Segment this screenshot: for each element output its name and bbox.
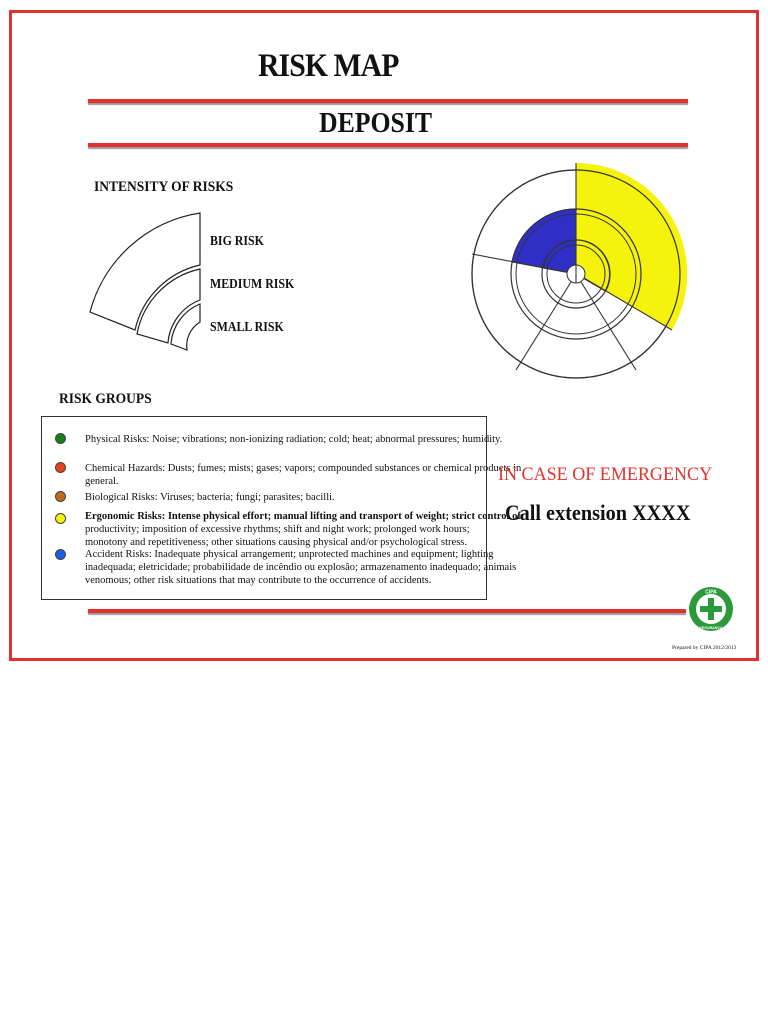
- blue-dot-icon: [55, 549, 66, 560]
- brown-dot-icon: [55, 491, 66, 502]
- yellow-dot-icon: [55, 513, 66, 524]
- red-dot-icon: [55, 462, 66, 473]
- prepared-by: Prepared by CIPA 2012/2013: [672, 645, 737, 651]
- legend-item-chemical: Chemical Hazards: Dusts; fumes; mists; gases; vapors; compounded substances or chemical products in: [85, 463, 522, 474]
- intensity-heading: INTENSITY OF RISKS: [94, 179, 234, 195]
- legend-item-ergonomic-cont2: monotony and repetitiveness; other situations causing physical and/or psychological stress.: [85, 537, 468, 548]
- legend-item-accident: Accident Risks: Inadequate physical arrangement; unprotected machines and equipment; lighting: [85, 549, 494, 560]
- legend-item-biological: Biological Risks: Viruses; bacteria; fungi; parasites; bacilli.: [85, 492, 335, 503]
- risk-map-wheel: [473, 163, 683, 393]
- divider-middle: [88, 143, 688, 147]
- page-subtitle: DEPOSIT: [319, 108, 433, 139]
- emergency-heading: IN CASE OF EMERGENCY: [498, 464, 713, 485]
- small-risk-label: SMALL RISK: [210, 320, 284, 335]
- cipa-logo-icon: [688, 586, 734, 632]
- logo-bottom-text: SEGURANÇA: [699, 626, 723, 630]
- legend-item-accident-cont: inadequada; eletricidade; probabilidade de incêndio ou explosão; armazenamento inadequado; animais: [85, 562, 517, 573]
- risk-groups-legend: [41, 416, 522, 600]
- legend-item-chemical-cont: general.: [85, 476, 119, 487]
- risk-groups-heading: RISK GROUPS: [59, 391, 152, 407]
- legend-item-ergonomic: Ergonomic Risks: Intense physical effort; manual lifting and transport of weight; strict control of: [85, 511, 521, 522]
- green-dot-icon: [55, 433, 66, 444]
- divider-bottom: [88, 609, 686, 613]
- legend-item-physical: Physical Risks: Noise; vibrations; non-ionizing radiation; cold; heat; abnormal pressures; humidity.: [85, 434, 503, 445]
- medium-risk-label: MEDIUM RISK: [210, 277, 295, 292]
- divider-top: [88, 99, 688, 103]
- legend-item-ergonomic-cont: productivity; imposition of excessive rhythms; shift and night work; prolonged work hours;: [85, 524, 470, 535]
- page-title: RISK MAP: [258, 48, 399, 84]
- big-risk-label: BIG RISK: [210, 234, 264, 249]
- emergency-call: Call extension XXXX: [505, 500, 691, 525]
- logo-top-text: CIPA: [705, 589, 717, 596]
- legend-item-accident-cont2: venomous; other risk situations that may contribute to the occurrence of accidents.: [85, 575, 432, 586]
